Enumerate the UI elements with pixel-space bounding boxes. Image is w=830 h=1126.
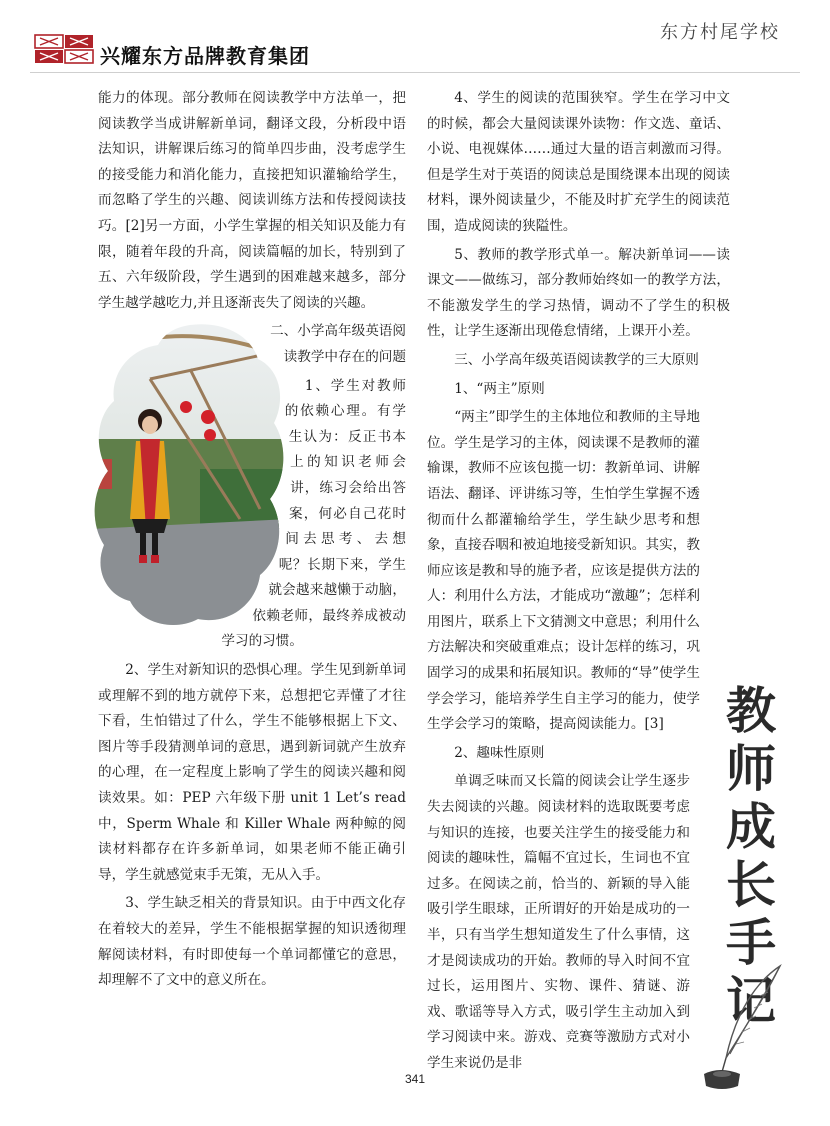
page-number: 341 <box>404 1072 426 1086</box>
photo-image <box>90 319 290 631</box>
group-name: 兴耀东方品牌教育集团 <box>100 44 310 68</box>
right-column <box>427 86 730 1080</box>
student-photo <box>90 319 290 631</box>
title-char: 师 <box>726 739 776 798</box>
paragraph: “两主”即学生的主体地位和教师的主导地位。学生是学习的主体，阅读课不是教师的灌输课，教师不应该包揽一切：教新单词、讲解语法、翻译、评讲练习等，生怕学生掌握不透彻而什么都灌输给学生，学生缺少思考和想象，直接吞咽和被迫地接受新知识。其实，教师应该是教和导的施予者，应该是提供方法的人：利用什么方法，才能成功“激趣”；怎样利用图片，联系上下文猜测文中意思；利用什么方法解决和突破重难点；设计怎样的练习，巩固学习的成果和拓展知识。教师的“导”使学生学会学习，能培养学生自主学习的能力，使学生学会学习的策略，提高阅读能力。[3] <box>427 409 700 733</box>
column-title-vertical <box>718 681 784 1030</box>
subsection-heading: 2、趣味性原则 <box>454 744 545 761</box>
school-name: 东方村尾学校 <box>660 22 780 43</box>
title-char: 长 <box>726 855 776 914</box>
paragraph: 3、学生缺乏相关的背景知识。由于中西文化存在着较大的差异，学生不能根据掌握的知识透彻理解阅读材料，有时即使每一个单词都懂它的意思，却理解不了文中的意义所在。 <box>98 895 406 989</box>
section-heading: 二、小学高年级英语阅读教学中存在的问题 <box>270 323 406 365</box>
group-logo <box>34 34 96 64</box>
paragraph: 5、教师的教学形式单一。解决新单词——读课文——做练习，部分教师始终如一的教学方法，不能激发学生的学习热情，调动不了学生的积极性，让学生逐渐出现倦怠情绪，上课开小差。 <box>427 246 730 340</box>
title-char: 记 <box>726 971 776 1030</box>
header-divider <box>30 72 800 73</box>
paragraph: 1、学生对教师的依赖心理。有学生认为：反正书本上的知识老师会讲，练习会给出答案，何必自己花时间去思考、去想呢？长期下来，学生就会越来越懒于动脑，依赖老师，最终养成被动学习的习惯。 <box>221 377 406 650</box>
paragraph: 2、学生对新知识的恐惧心理。学生见到新单词或理解不到的地方就停下来，总想把它弄懂了才往下看，生怕错过了什么，学生不能够根据上下文、图片等手段猜测单词的意思，遇到新词就产生放弃的心理，在一定程度上影响了学生的阅读兴趣和阅读效果。如：PEP 六年级下册 unit 1 Let’s read 中，Sperm Whale 和 Killer Whale 两种鲸的阅读材料都存在许多新单词，如果老师不能正确引导，学生就感觉束手无策，无从入手。 <box>98 662 406 883</box>
paragraph: 单调乏味而又长篇的阅读会让学生逐步失去阅读的兴趣。阅读材料的选取既要考虑与知识的连接，也要关注学生的接受能力和阅读的趣味性，篇幅不宜过长，生词也不宜过多。在阅读之前，恰当的、新颖的导入能吸引学生眼球，正所谓好的开始是成功的一半，只有当学生想知道发生了什么事情，这才是阅读成功的开始。教师的导入时间不宜过长，运用图片、实物、课件、猜谜、游戏、歌谣等导入方式，吸引学生主动加入到学习阅读中来。游戏、竞赛等激励方式对小学生来说仍是非 <box>427 773 690 1071</box>
section-heading: 三、小学高年级英语阅读教学的三大原则 <box>454 351 699 368</box>
title-char: 教 <box>726 681 776 740</box>
title-char: 成 <box>726 797 776 856</box>
subsection-heading: 1、“两主”原则 <box>454 380 545 397</box>
left-column <box>98 86 406 997</box>
paragraph: 4、学生的阅读的范围狭窄。学生在学习中文的时候，都会大量阅读课外读物：作文选、童话、小说、电视媒体……通过大量的语言刺激而习得。但是学生对于英语的阅读总是围绕课本出现的阅读材料，课外阅读量少，不能及时扩充学生的阅读范围，造成阅读的狭隘性。 <box>427 90 730 234</box>
paragraph: 能力的体现。部分教师在阅读教学中方法单一，把阅读教学当成讲解新单词，翻译文段，分析段中语法知识，讲解课后练习的简单四步曲，没考虑学生的接受能力和消化能力，直接把知识灌输给学生，而忽略了学生的兴趣、阅读训练方法和传授阅读技巧。[2]另一方面，小学生掌握的相关知识及能力有限，随着年段的升高，阅读篇幅的加长，特别到了五、六年级阶段，学生遇到的困难越来越多，部分学生越学越吃力,并且逐渐丧失了阅读的兴趣。 <box>98 90 406 311</box>
title-char: 手 <box>726 913 776 972</box>
